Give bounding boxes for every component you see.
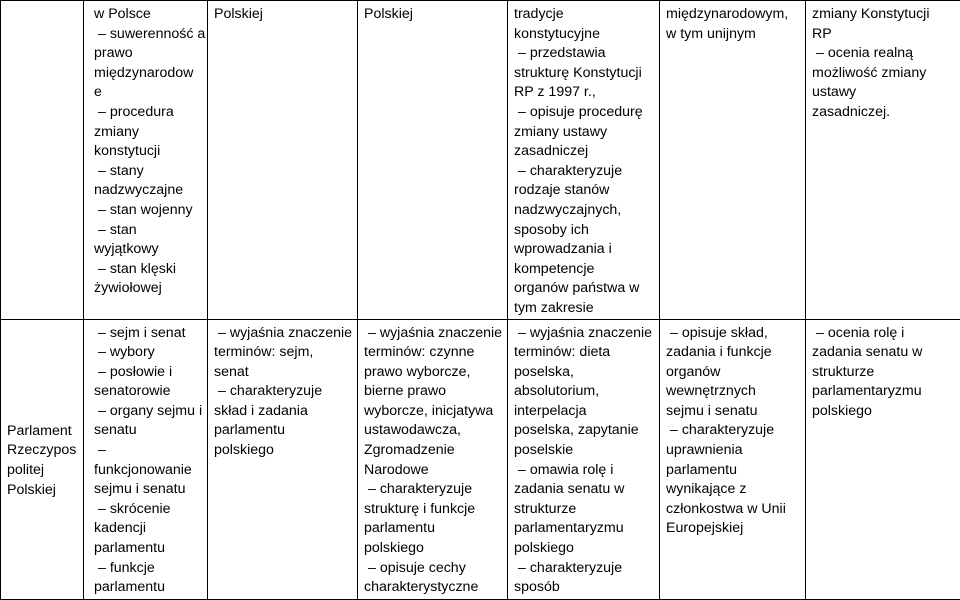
- table-cell: [84, 1, 208, 320]
- cell-text-line: organów: [666, 363, 800, 383]
- cell-text-line: poselska,: [514, 363, 654, 383]
- cell-text-line: możliwość zmiany: [812, 64, 955, 84]
- cell-text-line: parlamentu: [214, 421, 352, 441]
- cell-text-line: Polskiej: [364, 5, 502, 25]
- cell-text-line: – charakteryzuje: [514, 162, 654, 182]
- cell-text-line: – wyjaśnia znaczenie: [514, 324, 654, 344]
- cell-text-line: uprawnienia: [666, 441, 800, 461]
- cell-text-line: – przedstawia: [514, 44, 654, 64]
- cell-text-line: wyborcze, inicjatywa: [364, 402, 502, 422]
- cell-text-line: – procedura: [94, 103, 202, 123]
- cell-text-line: – charakteryzuje: [214, 382, 352, 402]
- cell-text-line: nadzwyczajnych,: [514, 201, 654, 221]
- cell-text-line: parlamentu: [666, 461, 800, 481]
- cell-text-line: RP z 1997 r.,: [514, 83, 654, 103]
- cell-text-line: Parlament: [7, 422, 78, 442]
- cell-text-line: konstytucji: [94, 142, 202, 162]
- cell-text-line: – opisuje cechy: [364, 559, 502, 579]
- cell-text-line: poselska, zapytanie: [514, 421, 654, 441]
- cell-text-line: skład i zadania: [214, 402, 352, 422]
- cell-text-line: rodzaje stanów: [514, 181, 654, 201]
- table-cell: [806, 1, 960, 320]
- cell-text-line: polskiego: [812, 402, 955, 422]
- cell-text-line: – sejm i senat: [94, 324, 202, 344]
- cell-text-line: tym zakresie: [514, 299, 654, 319]
- cell-text-line: w Polsce: [94, 5, 202, 25]
- cell-text-line: zmiany Konstytucji: [812, 5, 955, 25]
- cell-text-line: – funkcje: [94, 559, 202, 579]
- cell-text-line: żywiołowej: [94, 279, 202, 299]
- cell-text-line: zasadniczej.: [812, 103, 955, 123]
- cell-text-line: – opisuje procedurę: [514, 103, 654, 123]
- cell-text-line: sejmu i senatu: [94, 480, 202, 500]
- cell-text-line: – organy sejmu i: [94, 402, 202, 422]
- cell-text-line: w tym unijnym: [666, 25, 800, 45]
- table-cell: [660, 319, 806, 599]
- cell-text-line: absolutorium,: [514, 382, 654, 402]
- cell-text-line: strukturę i funkcje: [364, 500, 502, 520]
- cell-text-line: prawo wyborcze,: [364, 363, 502, 383]
- cell-text-line: strukturze: [812, 363, 955, 383]
- cell-text-line: zmiany: [94, 123, 202, 143]
- cell-text-line: senatu: [94, 421, 202, 441]
- table-cell: [208, 319, 358, 599]
- cell-text-line: – ocenia rolę i: [812, 324, 955, 344]
- cell-text-line: – omawia rolę i: [514, 461, 654, 481]
- cell-text-line: kadencji: [94, 519, 202, 539]
- cell-text-line: terminów: dieta: [514, 343, 654, 363]
- cell-text-line: parlamentu: [364, 519, 502, 539]
- cell-text-line: – wybory: [94, 343, 202, 363]
- cell-text-line: parlamentaryzmu: [514, 519, 654, 539]
- cell-text-line: politej: [7, 461, 78, 481]
- table-cell: [1, 1, 84, 320]
- cell-text-line: – wyjaśnia znaczenie: [364, 324, 502, 344]
- cell-text-line: terminów: czynne: [364, 343, 502, 363]
- cell-text-line: parlamentu: [94, 539, 202, 559]
- cell-text-line: członkostwa w Unii: [666, 500, 800, 520]
- table-row: [1, 1, 960, 320]
- table-cell: [508, 1, 660, 320]
- table-cell: [208, 1, 358, 320]
- cell-text-line: funkcjonowanie: [94, 461, 202, 481]
- cell-text-line: Narodowe: [364, 461, 502, 481]
- cell-text-line: charakterystyczne: [364, 578, 502, 598]
- cell-text-line: poselskie: [514, 441, 654, 461]
- table-cell: [358, 1, 508, 320]
- table-cell: [84, 319, 208, 599]
- cell-text-line: sposób: [514, 578, 654, 598]
- cell-text-line: międzynarodow: [94, 64, 202, 84]
- cell-text-line: Polskiej: [7, 481, 78, 501]
- cell-text-line: zadania i funkcje: [666, 343, 800, 363]
- cell-text-line: ustawodawcza,: [364, 421, 502, 441]
- cell-text-line: Zgromadzenie: [364, 441, 502, 461]
- cell-text-line: parlamentu: [94, 578, 202, 598]
- table-cell: [358, 319, 508, 599]
- cell-text-line: e: [94, 83, 202, 103]
- cell-text-line: sejmu i senatu: [666, 402, 800, 422]
- cell-text-line: – skrócenie: [94, 500, 202, 520]
- table-cell: [508, 319, 660, 599]
- cell-text-line: Rzeczypos: [7, 441, 78, 461]
- cell-text-line: wynikające z: [666, 480, 800, 500]
- cell-text-line: interpelacja: [514, 402, 654, 422]
- table-cell: [660, 1, 806, 320]
- section-title-cell: [1, 319, 84, 599]
- cell-text-line: tradycje: [514, 5, 654, 25]
- cell-text-line: –: [94, 441, 202, 461]
- cell-text-line: – charakteryzuje: [666, 421, 800, 441]
- cell-text-line: – opisuje skład,: [666, 324, 800, 344]
- cell-text-line: konstytucyjne: [514, 25, 654, 45]
- cell-text-line: – wyjaśnia znaczenie: [214, 324, 352, 344]
- cell-text-line: wprowadzania i: [514, 240, 654, 260]
- cell-text-line: międzynarodowym,: [666, 5, 800, 25]
- table-row: [1, 319, 960, 599]
- cell-text-line: organów państwa w: [514, 279, 654, 299]
- cell-text-line: terminów: sejm,: [214, 343, 352, 363]
- cell-text-line: parlamentaryzmu: [812, 382, 955, 402]
- table-cell: [806, 319, 960, 599]
- cell-text-line: zasadniczej: [514, 142, 654, 162]
- cell-text-line: zadania senatu w: [514, 480, 654, 500]
- cell-text-line: – ocenia realną: [812, 44, 955, 64]
- cell-text-line: zmiany ustawy: [514, 123, 654, 143]
- cell-text-line: – suwerenność a: [94, 25, 202, 45]
- cell-text-line: polskiego: [214, 441, 352, 461]
- cell-text-line: – charakteryzuje: [514, 559, 654, 579]
- cell-text-line: sposoby ich: [514, 221, 654, 241]
- cell-text-line: strukturze: [514, 500, 654, 520]
- cell-text-line: polskiego: [364, 539, 502, 559]
- cell-text-line: RP: [812, 25, 955, 45]
- cell-text-line: senat: [214, 363, 352, 383]
- cell-text-line: – stan: [94, 221, 202, 241]
- cell-text-line: ustawy: [812, 83, 955, 103]
- cell-text-line: – posłowie i: [94, 363, 202, 383]
- cell-text-line: senatorowie: [94, 382, 202, 402]
- cell-text-line: wyjątkowy: [94, 240, 202, 260]
- cell-text-line: kompetencje: [514, 260, 654, 280]
- cell-text-line: prawo: [94, 44, 202, 64]
- cell-text-line: – stany: [94, 162, 202, 182]
- cell-text-line: bierne prawo: [364, 382, 502, 402]
- cell-text-line: Polskiej: [214, 5, 352, 25]
- cell-text-line: zadania senatu w: [812, 343, 955, 363]
- cell-text-line: polskiego: [514, 539, 654, 559]
- cell-text-line: nadzwyczajne: [94, 181, 202, 201]
- cell-text-line: strukturę Konstytucji: [514, 64, 654, 84]
- cell-text-line: – stan wojenny: [94, 201, 202, 221]
- cell-text-line: – charakteryzuje: [364, 480, 502, 500]
- cell-text-line: – stan klęski: [94, 260, 202, 280]
- cell-text-line: wewnętrznych: [666, 382, 800, 402]
- cell-text-line: Europejskiej: [666, 519, 800, 539]
